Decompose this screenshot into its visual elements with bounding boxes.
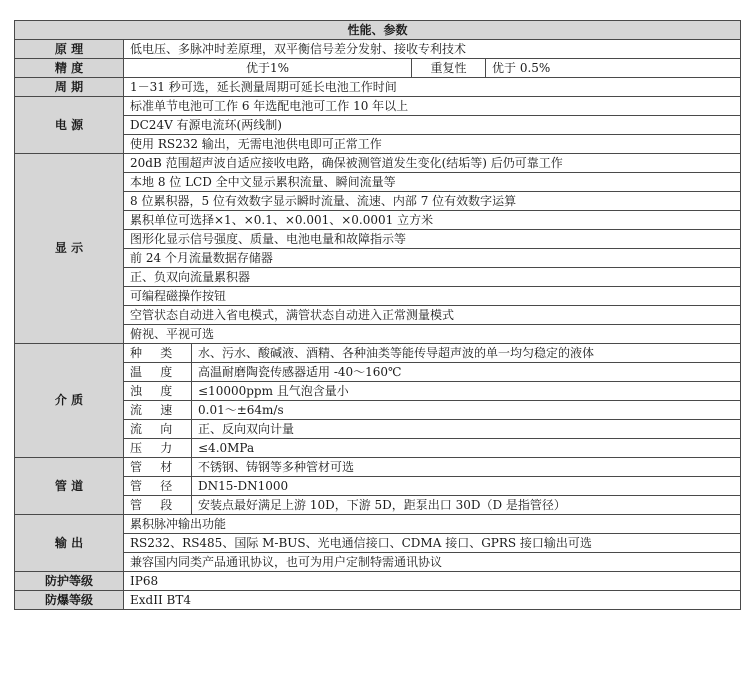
display-item: 正、负双向流量累积器 <box>124 268 741 287</box>
pipe-param-value: DN15-DN1000 <box>192 477 741 496</box>
medium-param-name: 压 力 <box>124 439 192 458</box>
spec-table <box>14 20 741 610</box>
display-row <box>15 211 741 230</box>
display-row <box>15 306 741 325</box>
medium-row <box>15 401 741 420</box>
pipe-label: 管 道 <box>15 458 124 515</box>
accuracy-row <box>15 59 741 78</box>
period-label: 周 期 <box>15 78 124 97</box>
display-item: 图形化显示信号强度、质量、电池电量和故障指示等 <box>124 230 741 249</box>
power-row <box>15 97 741 116</box>
medium-param-name: 种 类 <box>124 344 192 363</box>
display-item: 空管状态自动进入省电模式，满管状态自动进入正常测量模式 <box>124 306 741 325</box>
medium-param-value: 水、污水、酸碱液、酒精、各种油类等能传导超声波的单一均匀稳定的液体 <box>192 344 741 363</box>
principle-value: 低电压、多脉冲时差原理，双平衡信号差分发射、接收专利技术 <box>124 40 741 59</box>
medium-row <box>15 382 741 401</box>
power-row <box>15 135 741 154</box>
medium-param-value: ≤4.0MPa <box>192 439 741 458</box>
medium-param-name: 流 向 <box>124 420 192 439</box>
display-item: 8 位累积器，5 位有效数字显示瞬时流量、流速、内部 7 位有效数字运算 <box>124 192 741 211</box>
display-row <box>15 249 741 268</box>
pipe-row <box>15 477 741 496</box>
table-title-row <box>15 21 741 40</box>
output-row <box>15 553 741 572</box>
display-row <box>15 154 741 173</box>
display-label: 显 示 <box>15 154 124 344</box>
display-item: 本地 8 位 LCD 全中文显示累积流量、瞬间流量等 <box>124 173 741 192</box>
medium-label: 介 质 <box>15 344 124 458</box>
medium-param-value: ≤10000ppm 且气泡含量小 <box>192 382 741 401</box>
protection-row <box>15 572 741 591</box>
repeatability-value: 优于 0.5% <box>486 59 741 78</box>
medium-param-name: 温 度 <box>124 363 192 382</box>
power-label: 电 源 <box>15 97 124 154</box>
medium-row <box>15 344 741 363</box>
display-item: 可编程磁操作按钮 <box>124 287 741 306</box>
pipe-row <box>15 458 741 477</box>
protection-value: IP68 <box>124 572 741 591</box>
medium-row <box>15 363 741 382</box>
principle-row <box>15 40 741 59</box>
power-item: 标准单节电池可工作 6 年选配电池可工作 10 年以上 <box>124 97 741 116</box>
display-row <box>15 268 741 287</box>
display-row <box>15 173 741 192</box>
pipe-param-name: 管 材 <box>124 458 192 477</box>
output-item: RS232、RS485、国际 M-BUS、光电通信接口、CDMA 接口、GPRS 接口输出可选 <box>124 534 741 553</box>
pipe-param-value: 安装点最好满足上游 10D，下游 5D，距泵出口 30D（D 是指管径） <box>192 496 741 515</box>
explosion-label: 防爆等级 <box>15 591 124 610</box>
accuracy-value: 优于1% <box>124 59 412 78</box>
repeatability-label: 重复性 <box>412 59 486 78</box>
display-item: 前 24 个月流量数据存储器 <box>124 249 741 268</box>
power-item: DC24V 有源电流环(两线制) <box>124 116 741 135</box>
pipe-param-name: 管 段 <box>124 496 192 515</box>
power-row <box>15 116 741 135</box>
principle-label: 原 理 <box>15 40 124 59</box>
medium-param-value: 正、反向双向计量 <box>192 420 741 439</box>
accuracy-label: 精 度 <box>15 59 124 78</box>
table-title: 性能、参数 <box>15 21 741 40</box>
output-label: 输 出 <box>15 515 124 572</box>
explosion-value: ExdII BT4 <box>124 591 741 610</box>
output-item: 累积脉冲输出功能 <box>124 515 741 534</box>
display-row <box>15 325 741 344</box>
pipe-param-value: 不锈钢、铸钢等多种管材可选 <box>192 458 741 477</box>
power-item: 使用 RS232 输出，无需电池供电即可正常工作 <box>124 135 741 154</box>
medium-param-name: 浊 度 <box>124 382 192 401</box>
output-row <box>15 534 741 553</box>
protection-label: 防护等级 <box>15 572 124 591</box>
display-row <box>15 192 741 211</box>
display-item: 累积单位可选择×1、×0.1、×0.001、×0.0001 立方米 <box>124 211 741 230</box>
period-value: 1－31 秒可选，延长测量周期可延长电池工作时间 <box>124 78 741 97</box>
display-item: 20dB 范围超声波自适应接收电路，确保被测管道发生变化(结垢等) 后仍可靠工作 <box>124 154 741 173</box>
medium-param-value: 高温耐磨陶瓷传感器适用 -40～160℃ <box>192 363 741 382</box>
medium-row <box>15 420 741 439</box>
display-row <box>15 287 741 306</box>
explosion-row <box>15 591 741 610</box>
output-row <box>15 515 741 534</box>
output-item: 兼容国内同类产品通讯协议，也可为用户定制特需通讯协议 <box>124 553 741 572</box>
display-row <box>15 230 741 249</box>
period-row <box>15 78 741 97</box>
medium-param-value: 0.01～±64m/s <box>192 401 741 420</box>
display-item: 俯视、平视可选 <box>124 325 741 344</box>
pipe-row <box>15 496 741 515</box>
pipe-param-name: 管 径 <box>124 477 192 496</box>
medium-row <box>15 439 741 458</box>
medium-param-name: 流 速 <box>124 401 192 420</box>
